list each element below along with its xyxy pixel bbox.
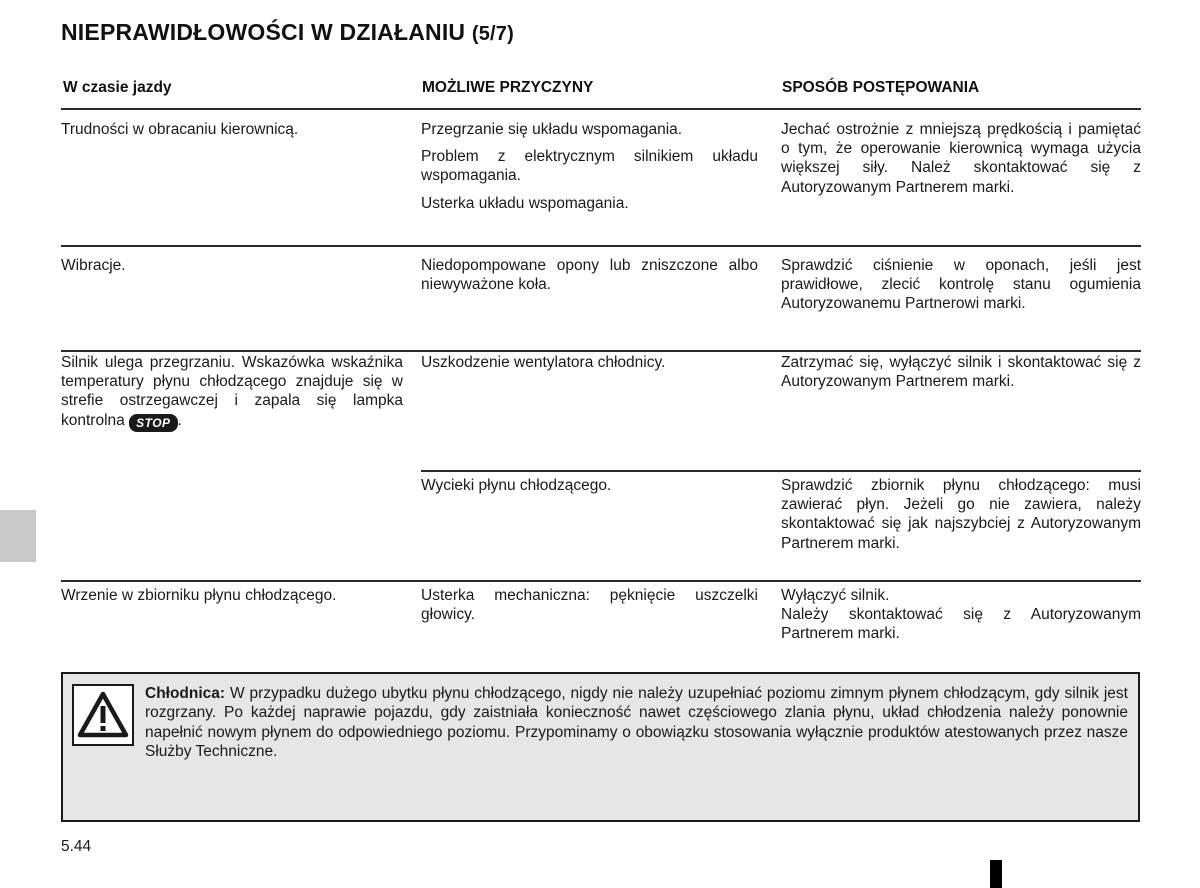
symptom-cell bbox=[61, 353, 403, 432]
column-header-actions: SPOSÓB POSTĘPOWANIA bbox=[782, 79, 980, 96]
symptom-text: Silnik ulega przegrzaniu. Wskazówka wskaźnika temperatury płynu chłodzącego znajduje się w strefie ostrzegawczej i zapala się lampka kontrolna bbox=[61, 354, 403, 429]
row-divider bbox=[61, 350, 1141, 352]
section-tab bbox=[0, 510, 36, 562]
warning-label: Chłodnica: bbox=[145, 685, 226, 702]
action-cell: Sprawdzić zbiornik płynu chłodzącego: musi zawierać płyn. Jeżeli go nie zawiera, należy skontaktować się jak najszybciej z Autoryzowanym Partnerem marki. bbox=[781, 477, 1141, 552]
action-cell: Zatrzymać się, wyłączyć silnik i skontaktować się z Autoryzowanym Partnerem marki. bbox=[781, 354, 1141, 391]
column-header-causes: MOŻLIWE PRZYCZYNY bbox=[422, 79, 594, 96]
cause-text: Problem z elektrycznym silnikiem układu wspomagania. bbox=[421, 148, 758, 185]
warning-triangle-icon bbox=[72, 684, 134, 746]
cause-text: Usterka układu wspomagania. bbox=[421, 194, 629, 212]
row-divider bbox=[61, 580, 1141, 582]
symptom-cell: Wrzenie w zbiorniku płynu chłodzącego. bbox=[61, 587, 337, 604]
warning-box bbox=[61, 672, 1140, 822]
page-title-main: NIEPRAWIDŁOWOŚCI W DZIAŁANIU bbox=[61, 19, 472, 45]
causes-cell: Wycieki płynu chłodzącego. bbox=[421, 477, 612, 494]
action-line: Wyłączyć silnik. bbox=[781, 587, 890, 604]
page-title bbox=[61, 19, 514, 46]
row-divider bbox=[61, 245, 1141, 247]
warning-text bbox=[145, 684, 1128, 762]
action-cell bbox=[781, 586, 1141, 644]
stop-warning-icon: STOP bbox=[129, 414, 177, 432]
corner-mark bbox=[990, 860, 1002, 888]
cause-text: Przegrzanie się układu wspomagania. bbox=[421, 121, 683, 138]
causes-cell: Usterka mechaniczna: pęknięcie uszczelki głowicy. bbox=[421, 587, 758, 624]
symptom-text: Trudności w obracaniu kierownicą. bbox=[61, 121, 299, 138]
action-cell: Jechać ostrożnie z mniejszą prędkością i pamiętać o tym, że operowanie kierownicą wymaga użycia większej siły. Należ skontaktować się z Autoryzowanym Partnerem marki. bbox=[781, 121, 1141, 196]
symptom-cell bbox=[61, 120, 403, 139]
causes-cell: Uszkodzenie wentylatora chłodnicy. bbox=[421, 354, 666, 371]
page-title-part: (5/7) bbox=[471, 23, 514, 45]
symptom-cell: Wibracje. bbox=[61, 257, 126, 274]
page-number: 5.44 bbox=[61, 838, 92, 855]
symptom-end: . bbox=[177, 411, 182, 429]
row-divider-partial bbox=[421, 470, 1141, 472]
action-line: Należy skontaktować się z Autoryzowanym Partnerem marki. bbox=[781, 606, 1141, 643]
action-cell: Sprawdzić ciśnienie w oponach, jeśli jest prawidłowe, zlecić kontrolę stanu ogumienia Autoryzowanemu Partnerowi marki. bbox=[781, 257, 1141, 313]
warning-body: W przypadku dużego ubytku płynu chłodzącego, nigdy nie należy uzupełniać poziomu zimnym płynem chłodzącym, gdy silnik jest rozgrzany. Po każdej naprawie pojazdu, gdy zaistniała konieczność nawet częściowego zlania płynu, układ chłodzenia należy ponownie napełnić nowym płynem do odpowiedniego poziomu. Przypominamy o obowiązku stosowania wyłącznie produktów atestowanych przez nasze Służby Techniczne. bbox=[145, 685, 1128, 761]
column-header-driving: W czasie jazdy bbox=[63, 79, 172, 96]
header-divider bbox=[61, 108, 1141, 110]
causes-cell bbox=[421, 120, 758, 221]
causes-cell: Niedopompowane opony lub zniszczone albo niewyważone koła. bbox=[421, 257, 758, 294]
